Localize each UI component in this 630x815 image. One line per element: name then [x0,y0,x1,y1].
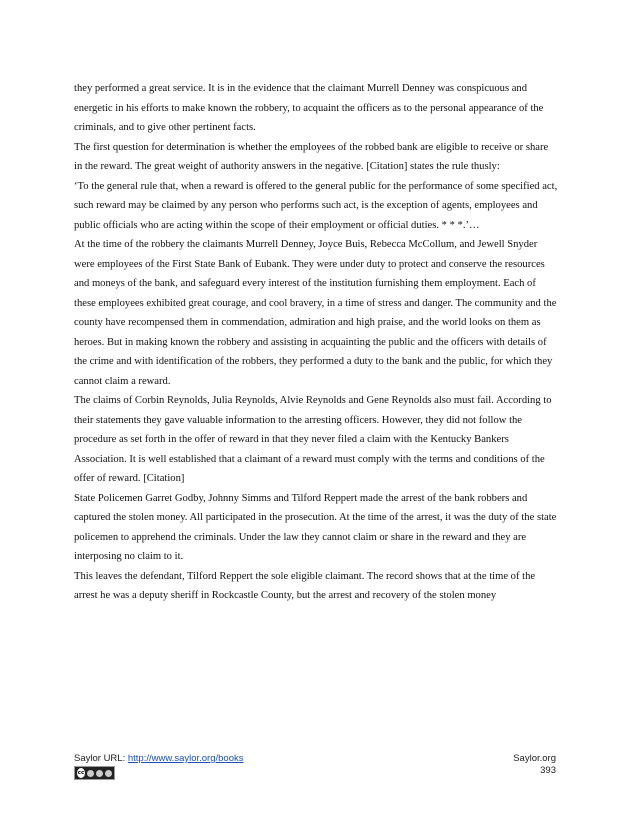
footer-url-label: Saylor URL: [74,753,128,764]
footer-source [74,753,244,764]
page-number: 393 [540,765,556,776]
cc-by-nc-sa-icon: cc [74,766,115,780]
body-text [74,79,558,606]
footer-site: Saylor.org [513,753,556,764]
footer-url-link[interactable]: http://www.saylor.org/books [127,753,244,764]
paragraph-2: The first question for determination is whether the employees of the robbed bank are eligible to receive or share in the reward. The great weight of authority answers in the negative. [Citation] states the rule thusly: [74,141,549,172]
footer-right [513,753,556,777]
paragraph-3: ‘To the general rule that, when a reward is offered to the general public for the performance of some specified act, such reward may be claimed by any person who performs such act, is the exception of agents, employees and public officials who are acting within the scope of their employment or official duties. * * *.’… [74,180,558,231]
paragraph-1: they performed a great service. It is in the evidence that the claimant Murrell Denney was conspicuous and energetic in his efforts to make known the robbery, to acquaint the officers as to the personal appearance of the criminals, and to give other pertinent facts. [74,83,544,133]
paragraph-6: State Policemen Garret Godby, Johnny Simms and Tilford Reppert made the arrest of the bank robbers and captured the stolen money. All participated in the prosecution. At the time of the arrest, it was the duty of the state policemen to apprehend the criminals. Under the law they cannot claim or share in the reward and they are interposing no claim to it. [74,492,557,562]
paragraph-4: At the time of the robbery the claimants Murrell Denney, Joyce Buis, Rebecca McCollum, and Jewell Snyder were employees of the First State Bank of Eubank. They were under duty to protect and conserve the resources and moneys of the bank, and safeguard every interest of the institution furnishing them employment. Each of these employees exhibited great courage, and cool bravery, in a time of stress and danger. The community and the county have recompensed them in commendation, admiration and high praise, and the world looks on them as heroes. But in making known the robbery and assisting in acquainting the public and the officers with details of the crime and with identification of the robbers, they performed a duty to the bank and the public, for which they cannot claim a reward. [74,239,557,387]
paragraph-5: The claims of Corbin Reynolds, Julia Reynolds, Alvie Reynolds and Gene Reynolds also must fail. According to their statements they gave valuable information to the arresting officers. However, they did not follow the procedure as set forth in the offer of reward in that they never filed a claim with the Kentucky Bankers Association. It is well established that a claimant of a reward must comply with the terms and conditions of the offer of reward. [Citation] [74,395,552,484]
paragraph-7: This leaves the defendant, Tilford Reppert the sole eligible claimant. The record shows that at the time of the arrest he was a deputy sheriff in Rockcastle County, but the arrest and recovery of the stolen money [74,570,536,601]
